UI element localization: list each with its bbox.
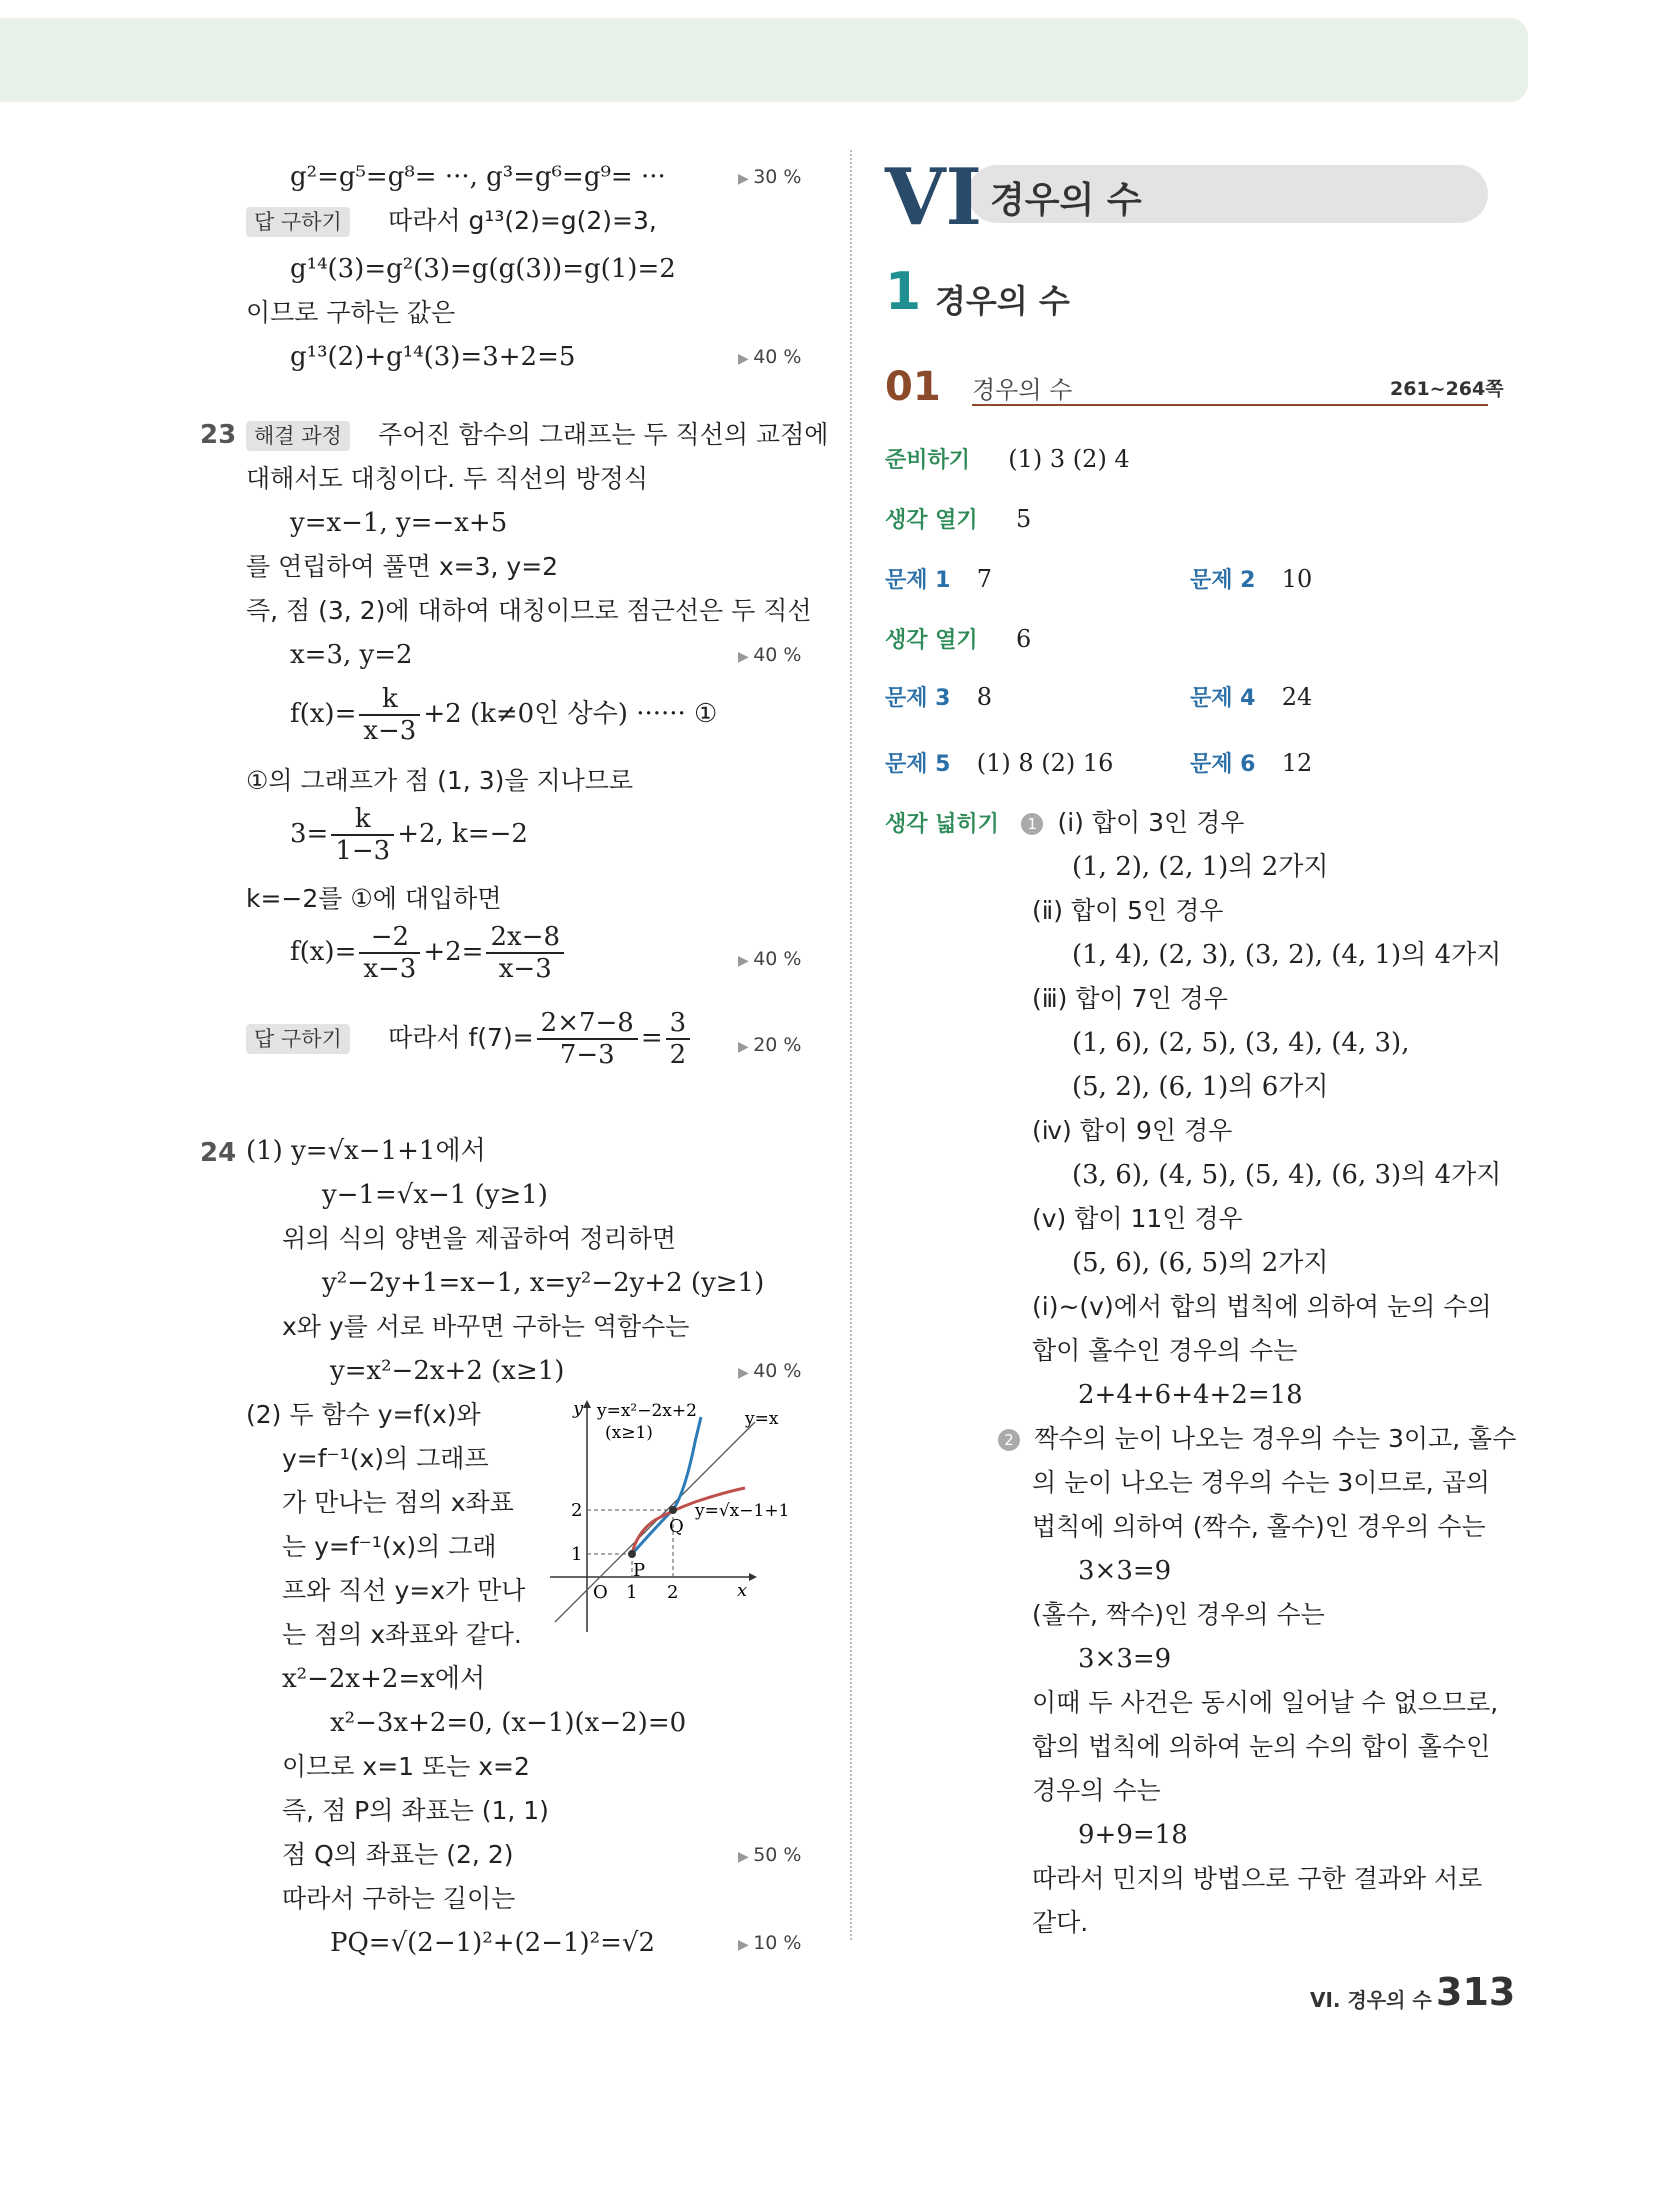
eq-part: f(x)= xyxy=(290,699,357,729)
fraction xyxy=(666,1008,691,1070)
text-line: (ⅲ) 합이 7인 경우 xyxy=(1032,984,1228,1013)
problem-value: 7 xyxy=(976,565,993,593)
numerator: 2x−8 xyxy=(486,922,564,954)
problem-row xyxy=(885,746,1113,782)
eq-line: x²−3x+2=0, (x−1)(x−2)=0 xyxy=(330,1708,687,1738)
text-line: x와 y를 서로 바꾸면 구하는 역함수는 xyxy=(282,1312,690,1341)
problem-row xyxy=(885,680,992,716)
problem-value: 8 xyxy=(976,683,993,711)
eq-line: 2+4+6+4+2=18 xyxy=(1078,1380,1303,1410)
step-marker: 2 xyxy=(998,1429,1020,1451)
problem-label: 문제 3 xyxy=(885,686,951,711)
score-percent: ▶ 40 % xyxy=(738,346,802,368)
eq-line: y−1=√x−1 (y≥1) xyxy=(322,1180,548,1210)
denominator: 2 xyxy=(669,1040,687,1070)
score-percent: ▶ 30 % xyxy=(738,166,802,188)
curve-quadratic-label: y=x²−2x+2 xyxy=(597,1401,697,1421)
column-divider xyxy=(850,150,852,1940)
eq-line: g²=g⁵=g⁸= ···, g³=g⁶=g⁹= ··· xyxy=(290,162,666,192)
text-line: ①의 그래프가 점 (1, 3)을 지나므로 xyxy=(246,766,634,795)
eq-part: = xyxy=(640,1023,663,1053)
eq-line: 9+9=18 xyxy=(1078,1820,1188,1850)
point-q xyxy=(669,1506,677,1514)
chapter-number: VI xyxy=(885,152,983,243)
text-line: 가 만나는 점의 x좌표 xyxy=(282,1488,514,1517)
text-line: 이므로 x=1 또는 x=2 xyxy=(282,1752,530,1781)
chapter-title: 경우의 수 xyxy=(990,180,1142,221)
text-line: 의 눈이 나오는 경우의 수는 3이므로, 곱의 xyxy=(1032,1468,1490,1497)
numerator: 2×7−8 xyxy=(537,1008,638,1040)
problem-row xyxy=(1190,562,1312,598)
problem-value: 10 xyxy=(1281,565,1313,593)
eq-part: 따라서 f(7)= xyxy=(388,1023,534,1052)
answer-tag: 답 구하기 xyxy=(246,1024,350,1054)
y-tick-2: 2 xyxy=(571,1500,583,1521)
problem-value: 24 xyxy=(1281,683,1313,711)
text-line: 대해서도 대칭이다. 두 직선의 방정식 xyxy=(246,464,648,493)
problem-label: 문제 5 xyxy=(885,752,951,777)
subsection-number: 01 xyxy=(885,364,941,410)
eq-part: +2, k=−2 xyxy=(397,819,528,849)
numerator: 3 xyxy=(666,1008,691,1040)
text-line: 같다. xyxy=(1032,1908,1089,1937)
section-title: 경우의 수 xyxy=(935,282,1070,320)
text-line: 주어진 함수의 그래프는 두 직선의 교점에 xyxy=(378,420,829,449)
eq-part: +2= xyxy=(423,937,484,967)
numerator: −2 xyxy=(359,922,420,954)
numerator: k xyxy=(331,804,394,836)
fraction xyxy=(331,804,394,866)
text-line: 법칙에 의하여 (짝수, 홀수)인 경우의 수는 xyxy=(1032,1512,1486,1541)
answer-row xyxy=(246,204,657,238)
origin-label: O xyxy=(593,1582,608,1603)
y-axis-label: y xyxy=(573,1398,584,1419)
score-percent: ▶ 40 % xyxy=(738,948,802,970)
graph-figure xyxy=(545,1392,810,1642)
think-value: 6 xyxy=(1015,625,1032,653)
eq-line: (1) y=√x−1+1에서 xyxy=(246,1136,486,1166)
eq-part: f(x)= xyxy=(290,937,357,967)
prep-row xyxy=(885,442,1130,478)
eq-line: y²−2y+1=x−1, x=y²−2y+2 (y≥1) xyxy=(322,1268,765,1298)
prep-label: 준비하기 xyxy=(885,448,971,473)
text-line: 짝수의 눈이 나오는 경우의 수는 3이고, 홀수 xyxy=(1034,1424,1517,1453)
point-p-label: P xyxy=(633,1560,646,1581)
curve-quadratic-domain: (x≥1) xyxy=(605,1423,653,1443)
subsection-title: 경우의 수 xyxy=(972,376,1073,404)
text-line: 점 Q의 좌표는 (2, 2) xyxy=(282,1840,514,1869)
think-label: 생각 열기 xyxy=(885,628,978,653)
eq-line: 3×3=9 xyxy=(1078,1556,1172,1586)
score-percent: ▶ 50 % xyxy=(738,1844,802,1866)
text-line: 이때 두 사건은 동시에 일어날 수 없으므로, xyxy=(1032,1688,1499,1717)
text-line: 따라서 g¹³(2)=g(2)=3, xyxy=(388,206,657,235)
eq-line: g¹³(2)+g¹⁴(3)=3+2=5 xyxy=(290,342,576,372)
problem-number: 23 xyxy=(200,420,237,450)
process-tag: 해결 과정 xyxy=(246,421,350,451)
text-line: (ⅳ) 합이 9인 경우 xyxy=(1032,1116,1233,1145)
problem-row xyxy=(1190,680,1312,716)
score-percent: ▶ 40 % xyxy=(738,1360,802,1382)
text-line: (ⅴ) 합이 11인 경우 xyxy=(1032,1204,1243,1233)
text-line: (ⅱ) 합이 5인 경우 xyxy=(1032,896,1224,925)
text-line: y=f⁻¹(x)의 그래프 xyxy=(282,1444,489,1473)
fraction xyxy=(359,922,420,984)
top-band xyxy=(0,18,1528,102)
point-q-label: Q xyxy=(669,1516,684,1537)
line-label: y=x xyxy=(745,1409,779,1429)
fraction-eq xyxy=(290,684,717,746)
x-axis-arrow xyxy=(749,1573,757,1581)
line-y-equals-x xyxy=(555,1422,755,1622)
denominator: x−3 xyxy=(363,716,417,746)
y-tick-1: 1 xyxy=(571,1544,583,1565)
score-percent: ▶ 20 % xyxy=(738,1034,802,1056)
footer-chapter-label: VI. 경우의 수 xyxy=(1310,1988,1432,2012)
x-axis-label: x xyxy=(737,1580,748,1601)
eq-line: x²−2x+2=x에서 xyxy=(282,1664,486,1694)
score-percent: ▶ 10 % xyxy=(738,1932,802,1954)
text-line: 따라서 구하는 길이는 xyxy=(282,1884,516,1913)
problem-label: 문제 2 xyxy=(1190,568,1256,593)
text-line: 경우의 수는 xyxy=(1032,1776,1161,1805)
text-line: (2) 두 함수 y=f(x)와 xyxy=(246,1400,481,1429)
fraction xyxy=(359,684,420,746)
expand-label: 생각 넓히기 xyxy=(885,812,999,837)
curve-sqrt-label: y=√x−1+1 xyxy=(695,1501,790,1521)
denominator: 1−3 xyxy=(335,836,391,866)
answer-row xyxy=(246,1008,693,1070)
section-number: 1 xyxy=(885,262,922,322)
x-tick-2: 2 xyxy=(667,1582,679,1603)
denominator: 7−3 xyxy=(559,1040,615,1070)
answer-tag: 답 구하기 xyxy=(246,207,350,237)
eq-line: PQ=√(2−1)²+(2−1)²=√2 xyxy=(330,1928,655,1958)
text-line: (1, 6), (2, 5), (3, 4), (4, 3), xyxy=(1072,1028,1410,1058)
denominator: x−3 xyxy=(498,954,552,984)
text-line: 합의 법칙에 의하여 눈의 수의 합이 홀수인 xyxy=(1032,1732,1491,1761)
eq-line: x=3, y=2 xyxy=(290,640,413,670)
problem-row xyxy=(885,562,992,598)
step-row xyxy=(998,1422,1516,1456)
fraction xyxy=(537,1008,638,1070)
text-line: k=−2를 ①에 대입하면 xyxy=(246,884,502,913)
text-line: 이므로 구하는 값은 xyxy=(246,298,456,327)
y-axis-arrow xyxy=(583,1400,591,1408)
text-line: 즉, 점 (3, 2)에 대하여 대칭이므로 점근선은 두 직선 xyxy=(246,596,812,625)
score-percent: ▶ 40 % xyxy=(738,644,802,666)
expand-row xyxy=(885,806,1244,842)
process-row xyxy=(246,418,828,452)
page-number: 313 xyxy=(1436,1970,1516,2014)
text-line: 프와 직선 y=x가 만나 xyxy=(282,1576,526,1605)
problem-number: 24 xyxy=(200,1138,237,1168)
text-line: 를 연립하여 풀면 x=3, y=2 xyxy=(246,552,559,581)
point-p xyxy=(628,1550,636,1558)
text-line: (5, 2), (6, 1)의 6가지 xyxy=(1072,1072,1329,1102)
text-line: (ⅰ) 합이 3인 경우 xyxy=(1057,808,1245,837)
numerator: k xyxy=(359,684,420,716)
text-line: (1, 2), (2, 1)의 2가지 xyxy=(1072,852,1329,882)
problem-label: 문제 6 xyxy=(1190,752,1256,777)
x-tick-1: 1 xyxy=(626,1582,638,1603)
fraction-eq xyxy=(290,804,528,866)
subsection-rule xyxy=(972,404,1488,406)
eq-line: g¹⁴(3)=g²(3)=g(g(3))=g(1)=2 xyxy=(290,254,676,284)
curve-sqrt xyxy=(632,1488,745,1554)
text-line: (3, 6), (4, 5), (5, 4), (6, 3)의 4가지 xyxy=(1072,1160,1502,1190)
text-line: 는 y=f⁻¹(x)의 그래 xyxy=(282,1532,497,1561)
problem-value: 12 xyxy=(1281,749,1313,777)
prep-value: (1) 3 (2) 4 xyxy=(1008,445,1130,473)
text-line: 합이 홀수인 경우의 수는 xyxy=(1032,1336,1298,1365)
text-line: 위의 식의 양변을 제곱하여 정리하면 xyxy=(282,1224,677,1253)
eq-line: 3×3=9 xyxy=(1078,1644,1172,1674)
eq-part: +2 (k≠0인 상수) ······ ① xyxy=(423,699,718,729)
text-line: 따라서 민지의 방법으로 구한 결과와 서로 xyxy=(1032,1864,1483,1893)
denominator: x−3 xyxy=(363,954,417,984)
think-row xyxy=(885,502,1031,538)
fraction-eq xyxy=(290,922,567,984)
text-line: (ⅰ)~(ⅴ)에서 합의 법칙에 의하여 눈의 수의 xyxy=(1032,1292,1492,1321)
problem-label: 문제 4 xyxy=(1190,686,1256,711)
think-value: 5 xyxy=(1015,505,1032,533)
problem-row xyxy=(1190,746,1312,782)
text-line: (홀수, 짝수)인 경우의 수는 xyxy=(1032,1600,1325,1629)
subsection-pages: 261~264쪽 xyxy=(1390,378,1504,400)
eq-line: y=x²−2x+2 (x≥1) xyxy=(330,1356,565,1386)
step-marker: 1 xyxy=(1021,813,1043,835)
think-row xyxy=(885,622,1031,658)
fraction xyxy=(486,922,564,984)
text-line: (1, 4), (2, 3), (3, 2), (4, 1)의 4가지 xyxy=(1072,940,1502,970)
text-line: (5, 6), (6, 5)의 2가지 xyxy=(1072,1248,1329,1278)
eq-part: 3= xyxy=(290,819,329,849)
text-line: 즉, 점 P의 좌표는 (1, 1) xyxy=(282,1796,549,1825)
eq-line: y=x−1, y=−x+5 xyxy=(290,508,508,538)
text-line: 는 점의 x좌표와 같다. xyxy=(282,1620,522,1649)
problem-value: (1) 8 (2) 16 xyxy=(976,749,1114,777)
think-label: 생각 열기 xyxy=(885,508,978,533)
problem-label: 문제 1 xyxy=(885,568,951,593)
